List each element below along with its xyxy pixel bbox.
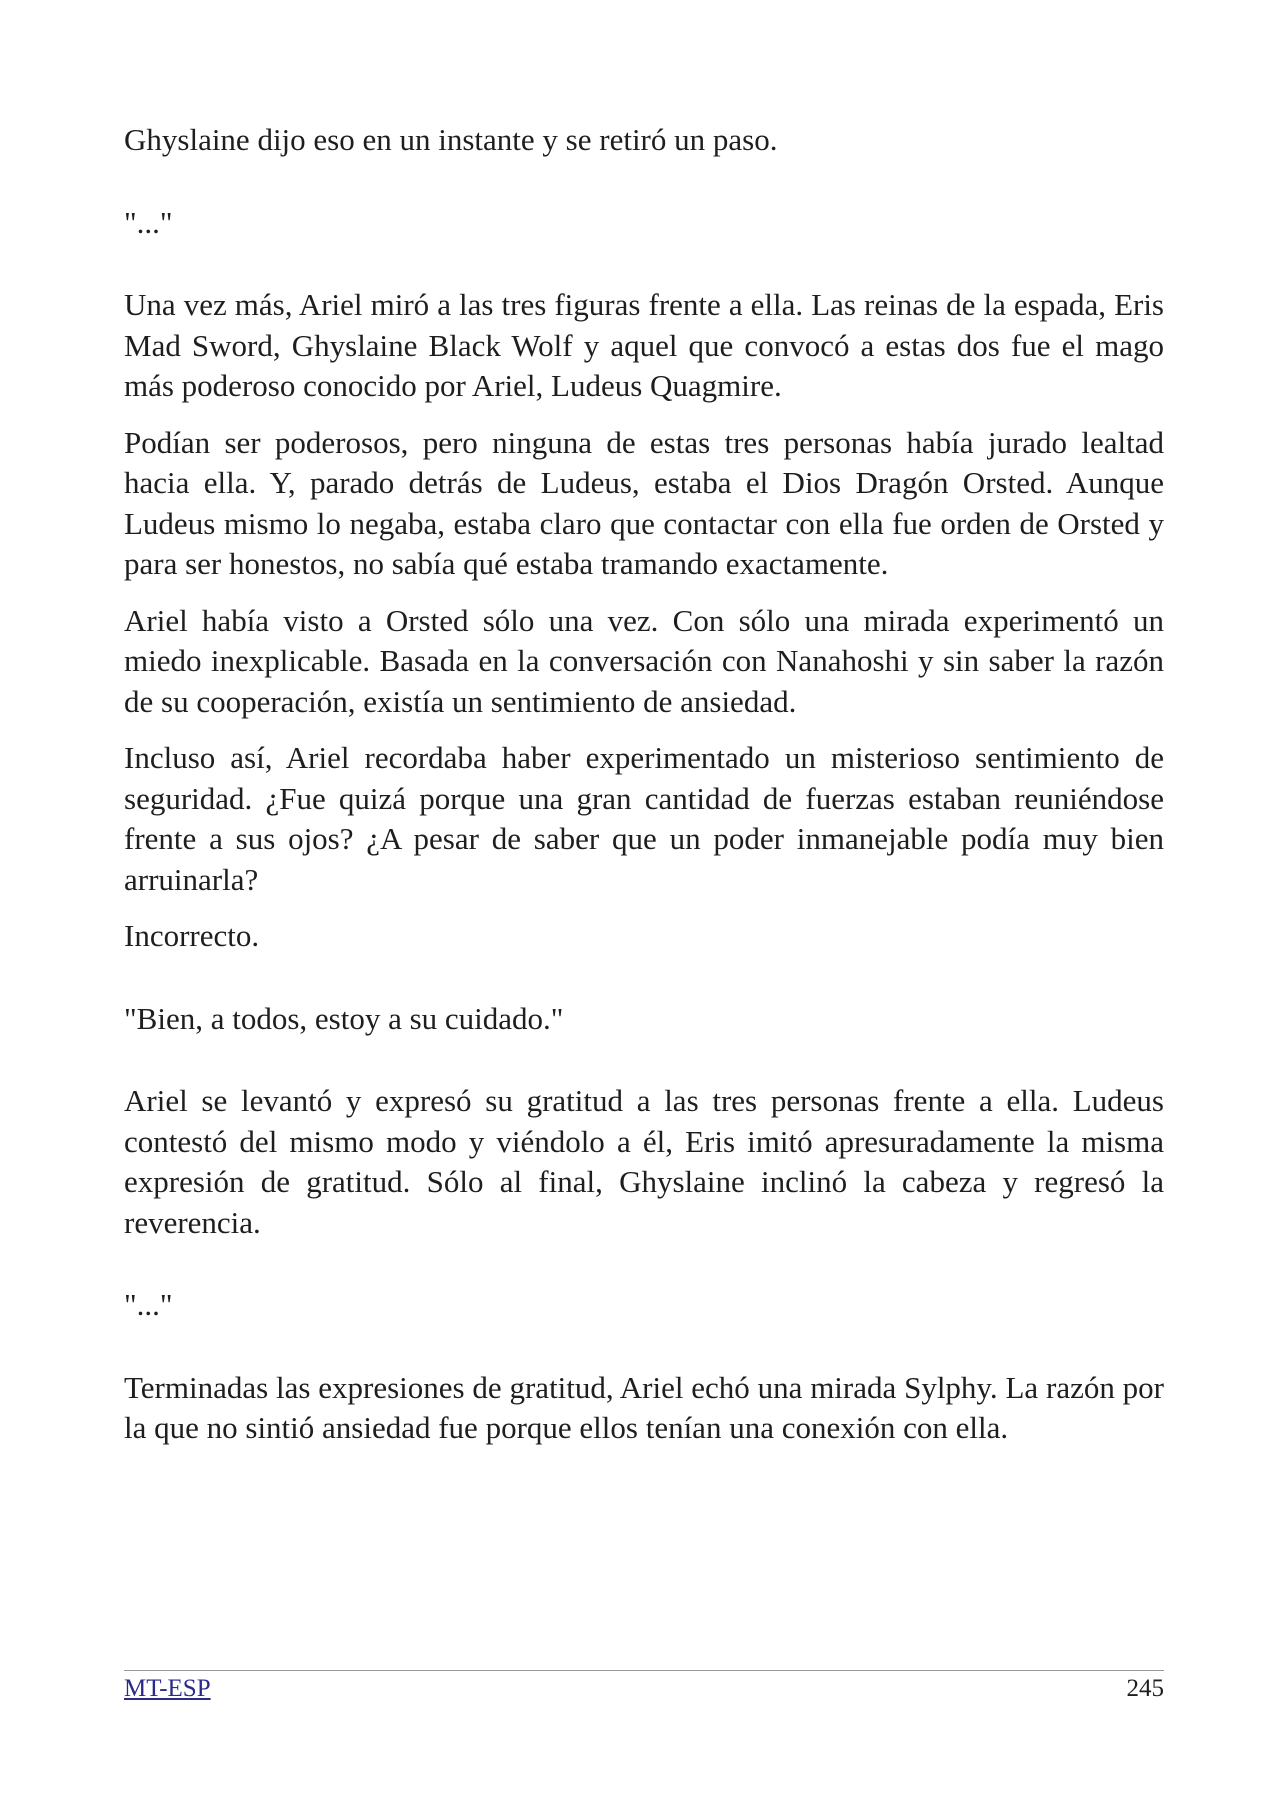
paragraph-5: Ariel había visto a Orsted sólo una vez. Con sólo una mirada experimentó un miedo inexplicable. Basada en la conversación con Nanahoshi y sin saber la razón de su cooperación, existía un sentimiento de ansiedad. — [124, 602, 1164, 719]
paragraph-10: "..." — [124, 1287, 173, 1322]
paragraph-8: "Bien, a todos, estoy a su cuidado." — [124, 1000, 564, 1036]
page-footer — [124, 1670, 1164, 1704]
page-number: 245 — [1126, 1675, 1164, 1702]
paragraph-9: Ariel se levantó y expresó su gratitud a las tres personas frente a ella. Ludeus contestó del mismo modo y viéndolo a él, Eris imitó apresuradamente la misma expresión de gratitud. Sólo al final, Ghyslaine inclinó la cabeza y regresó la reverencia. — [124, 1083, 1164, 1240]
paragraph-6: Incluso así, Ariel recordaba haber experimentado un misterioso sentimiento de seguridad. ¿Fue quizá porque una gran cantidad de fuerzas estaban reuniéndose frente a sus ojos? ¿A pesar de saber que un poder inmanejable podía muy bien arruinarla? — [124, 740, 1164, 897]
page-body — [124, 120, 1164, 1465]
paragraph-11: Terminadas las expresiones de gratitud, Ariel echó una mirada Sylphy. La razón por la que no sintió ansiedad fue porque ellos tenían una conexión con ella. — [124, 1369, 1164, 1445]
paragraph-7: Incorrecto. — [124, 918, 260, 953]
paragraph-1: Ghyslaine dijo eso en un instante y se retiró un paso. — [124, 122, 778, 157]
footer-brand-link[interactable]: MT-ESP — [124, 1675, 211, 1702]
paragraph-2: "..." — [124, 204, 173, 240]
paragraph-4: Podían ser poderosos, pero ninguna de estas tres personas había jurado lealtad hacia ella. Y, parado detrás de Ludeus, estaba el Dios Dragón Orsted. Aunque Ludeus mismo lo negaba, estaba claro que contactar con ella fue orden de Orsted y para ser honestos, no sabía qué estaba tramando exactamente. — [124, 424, 1164, 581]
paragraph-3: Una vez más, Ariel miró a las tres figuras frente a ella. Las reinas de la espada, Eris Mad Sword, Ghyslaine Black Wolf y aquel que convocó a estas dos fue el mago más poderoso conocido por Ariel, Ludeus Quagmire. — [124, 287, 1164, 403]
